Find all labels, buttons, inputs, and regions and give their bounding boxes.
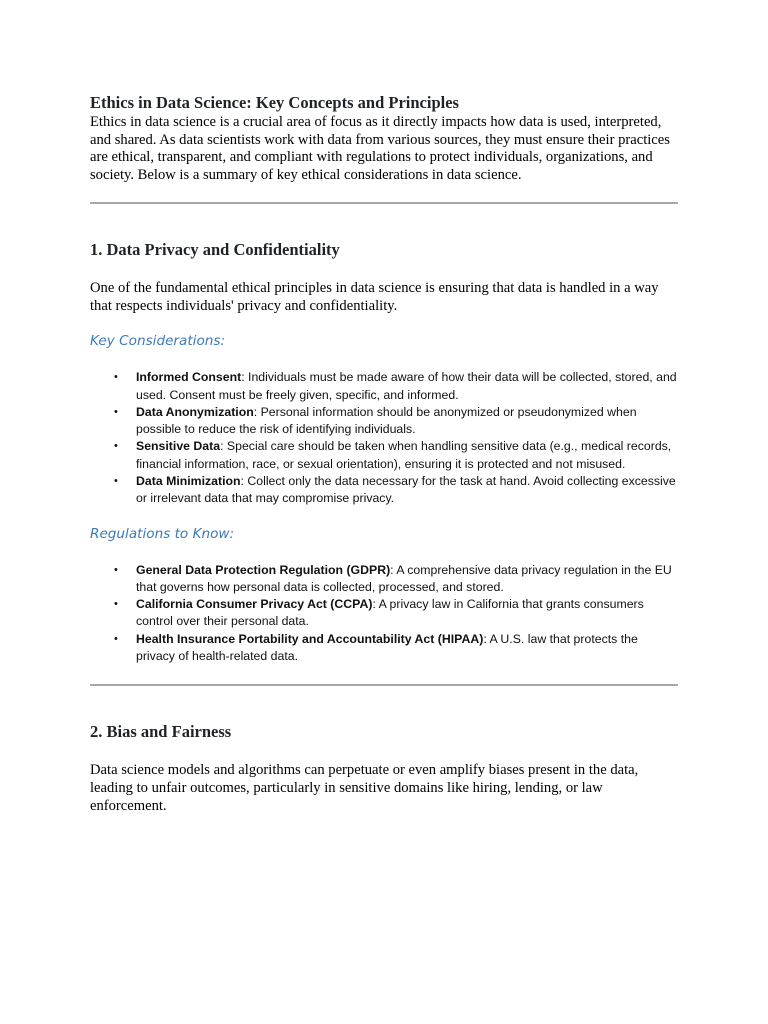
list-item-term: Health Insurance Portability and Accountability Act (HIPAA) [136, 631, 484, 646]
section-divider [90, 684, 678, 686]
intro-paragraph: Ethics in data science is a crucial area of focus as it directly impacts how data is used, interpreted, and shared. As data scientists work with data from various sources, they must ensure their practices are ethical, transparent, and compliant with regulations to protect individuals, organizations, and society. Below is a summary of key ethical considerations in data science. [90, 114, 670, 184]
list-item-text: : A privacy law in California that grants consumers control over their personal data. [136, 597, 644, 629]
list-item [90, 404, 678, 439]
list-item [90, 369, 678, 404]
bullet-icon: • [114, 475, 118, 487]
bullet-icon: • [114, 563, 118, 576]
key-considerations-heading: Key Considerations: [90, 333, 226, 350]
list-item-text: : Collect only the data necessary for the task at hand. Avoid collecting excessive or irrelevant data that may compromise privacy. [136, 474, 676, 506]
bullet-icon: • [114, 440, 118, 453]
document-page [90, 0, 678, 815]
list-item [90, 562, 678, 597]
list-item-term: California Consumer Privacy Act (CCPA) [136, 597, 373, 612]
list-item-term: Data Anonymization [136, 404, 254, 419]
section-heading-privacy: 1. Data Privacy and Confidentiality [90, 239, 340, 259]
list-item [90, 596, 678, 631]
list-item-text: : A comprehensive data privacy regulation in the EU that governs how personal data is collected, processed, and stored. [136, 562, 672, 594]
bullet-icon: • [114, 405, 118, 418]
list-item-text: : Personal information should be anonymized or pseudonymized when possible to reduce the risk of identifying individuals. [136, 404, 637, 437]
list-item [90, 438, 678, 473]
list-item-term: Informed Consent [136, 370, 242, 385]
privacy-paragraph: One of the fundamental ethical principles in data science is ensuring that data is handled in a way that respects individuals' privacy and confidentiality. [90, 279, 659, 314]
regulations-heading: Regulations to Know: [90, 525, 235, 542]
list-item [90, 473, 678, 508]
bullet-icon: • [114, 598, 118, 611]
list-item-text: : Special care should be taken when handling sensitive data (e.g., medical records, financial information, race, or sexual orientation), ensuring it is protected and not misused. [136, 439, 672, 471]
considerations-list [90, 369, 678, 507]
section-divider [90, 202, 678, 204]
list-item-term: Data Minimization [136, 474, 241, 488]
list-item-term: Sensitive Data [136, 439, 221, 454]
page-title: Ethics in Data Science: Key Concepts and Principles [90, 93, 459, 112]
list-item-term: General Data Protection Regulation (GDPR) [136, 562, 391, 577]
regulations-list [90, 562, 678, 666]
bullet-icon: • [114, 632, 118, 645]
list-item-text: : A U.S. law that protects the privacy of health-related data. [136, 631, 638, 664]
list-item [90, 631, 678, 666]
bias-paragraph: Data science models and algorithms can perpetuate or even amplify biases present in the data, leading to unfair outcomes, particularly in sensitive domains like hiring, lending, or law enforcement. [90, 762, 639, 814]
list-item-text: : Individuals must be made aware of how their data will be collected, stored, and used. Consent must be freely given, specific, and informed. [136, 370, 677, 402]
bullet-icon: • [114, 371, 118, 384]
section-heading-bias: 2. Bias and Fairness [90, 722, 232, 742]
